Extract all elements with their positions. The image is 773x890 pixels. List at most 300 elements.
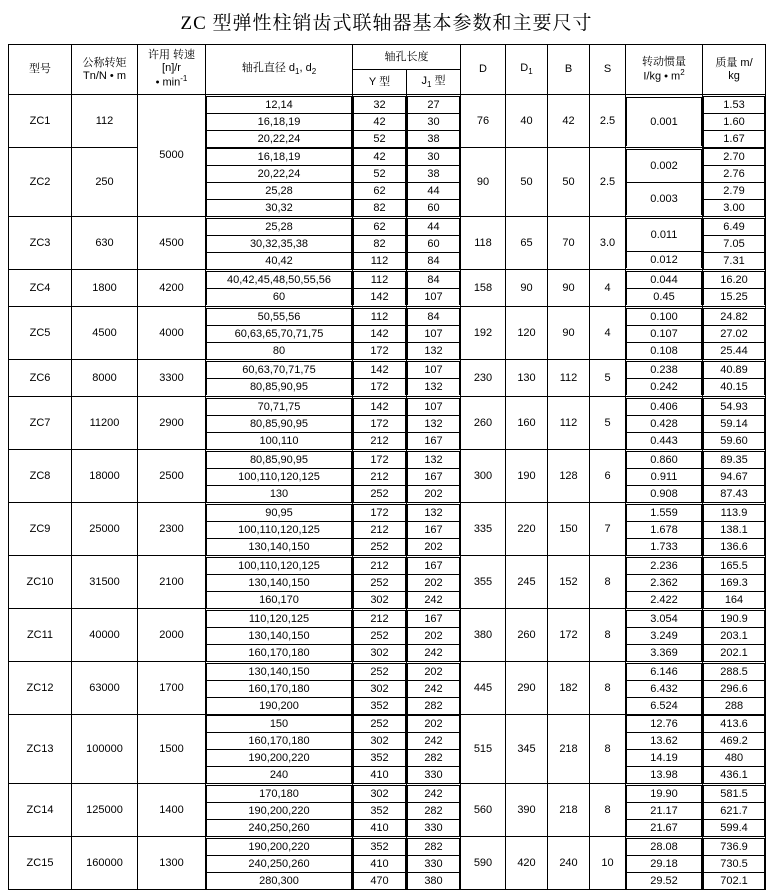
cell-length-y [353, 307, 407, 360]
cell-length-y [353, 609, 407, 662]
cell-length-j1-value: 107 [408, 398, 460, 415]
cell-length-j1-value: 167 [408, 468, 460, 485]
cell-bore-diameter-value: 240,250,260 [207, 819, 352, 836]
cell-mass-value: 2.79 [704, 183, 765, 200]
cell-s: 5 [590, 397, 626, 450]
cell-bore-diameter-value: 100,110,120,125 [207, 521, 352, 538]
cell-bore-diameter [206, 609, 353, 662]
cell-torque: 630 [72, 217, 138, 270]
cell-length-j1-value: 282 [408, 838, 460, 855]
cell-d: 560 [461, 784, 506, 837]
cell-d1: 40 [506, 95, 548, 148]
cell-length-y-value: 212 [354, 610, 406, 627]
cell-mass-value: 165.5 [704, 557, 765, 574]
cell-length-y [353, 784, 407, 837]
cell-speed: 2900 [138, 397, 206, 450]
cell-mass-value: 87.43 [704, 485, 765, 502]
cell-b: 90 [548, 270, 590, 307]
cell-d1: 290 [506, 662, 548, 715]
col-mass-line2: kg [728, 69, 740, 82]
cell-length-y-value: 410 [354, 819, 406, 836]
cell-length-j1-value: 30 [408, 149, 460, 166]
cell-bore-diameter-value: 50,55,56 [207, 308, 352, 325]
col-b: B [548, 45, 590, 95]
cell-length-j1 [407, 307, 461, 360]
cell-mass-value: 7.05 [704, 235, 765, 252]
cell-bore-diameter [206, 360, 353, 397]
cell-bore-diameter [206, 95, 353, 148]
cell-length-j1-value: 27 [408, 96, 460, 113]
col-torque-line1: 公称转矩 [82, 56, 127, 69]
col-speed-line2: • $\min^{-1}$ [155, 74, 188, 90]
cell-mass [703, 503, 766, 556]
cell-length-j1-value: 202 [408, 485, 460, 502]
cell-d1: 160 [506, 397, 548, 450]
cell-inertia-value: 1.733 [627, 538, 702, 555]
cell-length-j1-value: 132 [408, 504, 460, 521]
col-speed-line1: 许用 转速[n]/r [147, 49, 196, 74]
cell-length-y-value: 142 [354, 398, 406, 415]
cell-inertia-value: 0.428 [627, 415, 702, 432]
cell-length-y-value: 172 [354, 504, 406, 521]
cell-torque: 11200 [72, 397, 138, 450]
col-s: S [590, 45, 626, 95]
cell-mass-value: 2.76 [704, 166, 765, 183]
cell-length-y-value: 142 [354, 362, 406, 379]
cell-mass-value: 164 [704, 591, 765, 608]
cell-inertia-value: 0.908 [627, 485, 702, 502]
cell-torque: 31500 [72, 556, 138, 609]
cell-length-j1-value: 84 [408, 252, 460, 269]
cell-b: 172 [548, 609, 590, 662]
cell-s: 6 [590, 450, 626, 503]
cell-length-y-value: 302 [354, 591, 406, 608]
table-row [9, 609, 766, 662]
cell-length-y-value: 212 [354, 468, 406, 485]
cell-length-y-value: 172 [354, 415, 406, 432]
cell-mass-value: 25.44 [704, 342, 765, 359]
col-d1: $D_1$ [506, 45, 548, 95]
cell-length-j1-value: 132 [408, 379, 460, 396]
cell-mass [703, 715, 766, 784]
cell-speed: 1400 [138, 784, 206, 837]
cell-model: ZC8 [9, 450, 72, 503]
col-bore-length-group: 轴孔长度 [353, 45, 461, 70]
cell-length-j1-value: 330 [408, 855, 460, 872]
cell-length-y-value: 172 [354, 379, 406, 396]
cell-s: 8 [590, 715, 626, 784]
cell-length-j1-value: 242 [408, 785, 460, 802]
cell-s: 3.0 [590, 217, 626, 270]
cell-bore-diameter-value: 70,71,75 [207, 398, 352, 415]
cell-bore-diameter-value: 100,110,120,125 [207, 557, 352, 574]
cell-mass-value: 203.1 [704, 627, 765, 644]
cell-length-y-value: 52 [354, 130, 406, 147]
cell-mass [703, 556, 766, 609]
cell-bore-diameter-value: 80 [207, 342, 352, 359]
cell-mass-value: 2.70 [704, 149, 765, 166]
cell-torque: 4500 [72, 307, 138, 360]
cell-bore-diameter [206, 148, 353, 217]
cell-inertia-value: 0.001 [627, 97, 702, 146]
cell-length-j1 [407, 148, 461, 217]
cell-length-j1 [407, 715, 461, 784]
cell-inertia-value: 29.52 [627, 872, 702, 889]
col-mass [703, 45, 766, 95]
cell-length-y-value: 212 [354, 557, 406, 574]
cell-bore-diameter-value: 160,170 [207, 591, 352, 608]
cell-length-j1-value: 38 [408, 130, 460, 147]
cell-torque: 25000 [72, 503, 138, 556]
cell-s: 7 [590, 503, 626, 556]
cell-mass [703, 217, 766, 270]
cell-inertia-value: 0.100 [627, 308, 702, 325]
cell-model: ZC2 [9, 148, 72, 217]
cell-model: ZC5 [9, 307, 72, 360]
cell-length-y [353, 270, 407, 307]
cell-length-j1-value: 282 [408, 802, 460, 819]
cell-length-j1-value: 44 [408, 218, 460, 235]
cell-inertia-value: 6.146 [627, 663, 702, 680]
cell-s: 8 [590, 556, 626, 609]
cell-speed: 3300 [138, 360, 206, 397]
table-row [9, 837, 766, 890]
document-page [0, 8, 773, 887]
table-row [9, 397, 766, 450]
cell-inertia-value: 0.002 [627, 150, 702, 183]
cell-torque: 18000 [72, 450, 138, 503]
cell-bore-diameter [206, 837, 353, 890]
cell-length-j1 [407, 503, 461, 556]
cell-b: 90 [548, 307, 590, 360]
cell-bore-diameter-value: 80,85,90,95 [207, 415, 352, 432]
cell-speed: 4200 [138, 270, 206, 307]
cell-mass-value: 469.2 [704, 733, 765, 750]
cell-mass-value: 3.00 [704, 200, 765, 217]
cell-inertia-value: 0.911 [627, 468, 702, 485]
cell-length-y-value: 410 [354, 855, 406, 872]
cell-inertia-value: 1.559 [627, 504, 702, 521]
cell-length-j1-value: 60 [408, 200, 460, 217]
cell-mass [703, 397, 766, 450]
cell-mass [703, 307, 766, 360]
cell-bore-diameter-value: 16,18,19 [207, 149, 352, 166]
cell-d1: 190 [506, 450, 548, 503]
cell-length-y-value: 212 [354, 521, 406, 538]
cell-d1: 65 [506, 217, 548, 270]
cell-bore-diameter-value: 110,120,125 [207, 610, 352, 627]
cell-inertia-value: 6.432 [627, 680, 702, 697]
cell-torque: 1800 [72, 270, 138, 307]
cell-bore-diameter-value: 240,250,260 [207, 855, 352, 872]
cell-model: ZC7 [9, 397, 72, 450]
cell-torque: 250 [72, 148, 138, 217]
cell-length-j1-value: 84 [408, 308, 460, 325]
cell-d: 300 [461, 450, 506, 503]
cell-mass-value: 736.9 [704, 838, 765, 855]
cell-model: ZC11 [9, 609, 72, 662]
cell-bore-diameter-value: 20,22,24 [207, 166, 352, 183]
cell-model: ZC10 [9, 556, 72, 609]
cell-inertia [626, 360, 703, 397]
cell-inertia-value: 3.054 [627, 610, 702, 627]
cell-bore-diameter-value: 280,300 [207, 872, 352, 889]
cell-length-y-value: 142 [354, 289, 406, 306]
cell-length-j1-value: 38 [408, 166, 460, 183]
cell-b: 152 [548, 556, 590, 609]
cell-length-j1 [407, 270, 461, 307]
cell-model: ZC1 [9, 95, 72, 148]
col-torque-line2: Tn/N • m [83, 69, 126, 82]
cell-mass-value: 7.31 [704, 252, 765, 269]
cell-mass-value: 59.60 [704, 432, 765, 449]
cell-bore-diameter [206, 217, 353, 270]
cell-length-y-value: 32 [354, 96, 406, 113]
cell-length-y-value: 352 [354, 697, 406, 714]
cell-bore-diameter-value: 160,170,180 [207, 644, 352, 661]
cell-bore-diameter-value: 130,140,150 [207, 663, 352, 680]
cell-d1: 220 [506, 503, 548, 556]
cell-inertia-value: 0.011 [627, 219, 702, 252]
cell-length-y-value: 112 [354, 272, 406, 289]
cell-d: 118 [461, 217, 506, 270]
cell-bore-diameter [206, 784, 353, 837]
cell-inertia [626, 556, 703, 609]
cell-inertia [626, 397, 703, 450]
cell-inertia-value: 2.422 [627, 591, 702, 608]
cell-d1: 245 [506, 556, 548, 609]
cell-length-j1 [407, 95, 461, 148]
table-row [9, 217, 766, 270]
cell-bore-diameter-value: 190,200,220 [207, 802, 352, 819]
cell-s: 2.5 [590, 95, 626, 148]
cell-d: 260 [461, 397, 506, 450]
cell-inertia-value: 21.67 [627, 819, 702, 836]
cell-mass-value: 621.7 [704, 802, 765, 819]
cell-length-j1-value: 242 [408, 733, 460, 750]
cell-mass-value: 15.25 [704, 289, 765, 306]
cell-length-y-value: 252 [354, 627, 406, 644]
cell-d1: 420 [506, 837, 548, 890]
cell-length-y-value: 42 [354, 113, 406, 130]
cell-length-j1-value: 132 [408, 342, 460, 359]
cell-inertia-value: 0.108 [627, 342, 702, 359]
cell-inertia [626, 609, 703, 662]
cell-mass-value: 6.49 [704, 218, 765, 235]
table-row [9, 95, 766, 148]
cell-b: 112 [548, 397, 590, 450]
cell-length-y-value: 410 [354, 767, 406, 784]
cell-d: 515 [461, 715, 506, 784]
cell-speed: 4000 [138, 307, 206, 360]
col-d: D [461, 45, 506, 95]
cell-b: 182 [548, 662, 590, 715]
cell-b: 70 [548, 217, 590, 270]
col-model: 型号 [9, 45, 72, 95]
cell-bore-diameter-value: 80,85,90,95 [207, 451, 352, 468]
table-header [9, 45, 766, 95]
cell-model: ZC6 [9, 360, 72, 397]
cell-length-y-value: 302 [354, 733, 406, 750]
col-bore-diameter: 轴孔直径 $d_1$, $d_2$ [206, 45, 353, 95]
cell-length-y [353, 450, 407, 503]
cell-mass [703, 609, 766, 662]
cell-length-y-value: 82 [354, 235, 406, 252]
cell-d: 192 [461, 307, 506, 360]
col-speed [138, 45, 206, 95]
cell-length-y-value: 252 [354, 485, 406, 502]
cell-inertia [626, 95, 703, 148]
cell-mass-value: 480 [704, 750, 765, 767]
cell-bore-diameter-value: 30,32,35,38 [207, 235, 352, 252]
cell-length-j1-value: 84 [408, 272, 460, 289]
cell-mass-value: 702.1 [704, 872, 765, 889]
cell-bore-diameter-value: 25,28 [207, 183, 352, 200]
cell-b: 42 [548, 95, 590, 148]
cell-mass-value: 288 [704, 697, 765, 714]
cell-inertia [626, 148, 703, 217]
cell-model: ZC12 [9, 662, 72, 715]
cell-mass [703, 270, 766, 307]
cell-length-j1-value: 202 [408, 538, 460, 555]
cell-b: 150 [548, 503, 590, 556]
cell-bore-diameter-value: 60,63,65,70,71,75 [207, 325, 352, 342]
cell-s: 8 [590, 784, 626, 837]
cell-bore-diameter-value: 130,140,150 [207, 574, 352, 591]
cell-length-j1 [407, 397, 461, 450]
cell-bore-diameter-value: 190,200 [207, 697, 352, 714]
cell-inertia [626, 307, 703, 360]
cell-mass-value: 581.5 [704, 785, 765, 802]
cell-length-j1-value: 202 [408, 627, 460, 644]
cell-bore-diameter-value: 190,200,220 [207, 750, 352, 767]
cell-mass-value: 113.9 [704, 504, 765, 521]
cell-bore-diameter-value: 16,18,19 [207, 113, 352, 130]
cell-torque: 40000 [72, 609, 138, 662]
cell-inertia-value: 0.107 [627, 325, 702, 342]
cell-bore-diameter-value: 130,140,150 [207, 627, 352, 644]
cell-model: ZC13 [9, 715, 72, 784]
cell-bore-diameter-value: 150 [207, 716, 352, 733]
cell-mass-value: 89.35 [704, 451, 765, 468]
cell-mass [703, 95, 766, 148]
cell-s: 8 [590, 662, 626, 715]
cell-mass-value: 1.67 [704, 130, 765, 147]
cell-inertia [626, 270, 703, 307]
cell-b: 112 [548, 360, 590, 397]
cell-mass-value: 436.1 [704, 767, 765, 784]
cell-mass-value: 169.3 [704, 574, 765, 591]
cell-inertia [626, 715, 703, 784]
cell-mass-value: 1.60 [704, 113, 765, 130]
cell-bore-diameter [206, 715, 353, 784]
cell-length-j1-value: 330 [408, 819, 460, 836]
cell-inertia [626, 450, 703, 503]
cell-length-y-value: 112 [354, 308, 406, 325]
cell-d: 380 [461, 609, 506, 662]
table-row [9, 556, 766, 609]
cell-bore-diameter-value: 60,63,70,71,75 [207, 362, 352, 379]
cell-bore-diameter-value: 130 [207, 485, 352, 502]
cell-bore-diameter-value: 40,42,45,48,50,55,56 [207, 272, 352, 289]
col-inertia-line1: 转动惯量 [642, 55, 686, 68]
cell-length-y-value: 302 [354, 680, 406, 697]
cell-mass [703, 662, 766, 715]
cell-length-y [353, 715, 407, 784]
cell-length-y-value: 42 [354, 149, 406, 166]
cell-length-j1 [407, 217, 461, 270]
cell-mass-value: 138.1 [704, 521, 765, 538]
cell-length-y [353, 662, 407, 715]
cell-length-j1-value: 30 [408, 113, 460, 130]
cell-mass-value: 59.14 [704, 415, 765, 432]
cell-bore-diameter [206, 662, 353, 715]
cell-length-y [353, 148, 407, 217]
cell-d: 445 [461, 662, 506, 715]
cell-bore-diameter-value: 12,14 [207, 96, 352, 113]
cell-inertia-value: 0.242 [627, 379, 702, 396]
cell-inertia-value: 0.860 [627, 451, 702, 468]
cell-speed: 2300 [138, 503, 206, 556]
cell-inertia-value: 13.98 [627, 767, 702, 784]
table-row [9, 450, 766, 503]
cell-inertia [626, 784, 703, 837]
cell-d: 76 [461, 95, 506, 148]
cell-model: ZC15 [9, 837, 72, 890]
cell-inertia [626, 662, 703, 715]
cell-inertia [626, 837, 703, 890]
cell-inertia-value: 0.044 [627, 272, 702, 289]
cell-length-y [353, 95, 407, 148]
cell-torque: 8000 [72, 360, 138, 397]
cell-d1: 260 [506, 609, 548, 662]
cell-torque: 125000 [72, 784, 138, 837]
cell-length-j1 [407, 609, 461, 662]
cell-model: ZC4 [9, 270, 72, 307]
cell-length-j1-value: 132 [408, 451, 460, 468]
cell-length-y-value: 252 [354, 663, 406, 680]
cell-mass-value: 136.6 [704, 538, 765, 555]
cell-mass [703, 148, 766, 217]
cell-length-y-value: 62 [354, 218, 406, 235]
cell-speed: 2100 [138, 556, 206, 609]
cell-d1: 345 [506, 715, 548, 784]
cell-length-j1 [407, 450, 461, 503]
cell-length-y-value: 252 [354, 574, 406, 591]
cell-mass-value: 40.89 [704, 362, 765, 379]
cell-inertia-value: 0.406 [627, 398, 702, 415]
cell-length-y [353, 503, 407, 556]
cell-bore-diameter-value: 240 [207, 767, 352, 784]
cell-length-j1-value: 282 [408, 750, 460, 767]
cell-length-j1 [407, 662, 461, 715]
cell-b: 218 [548, 784, 590, 837]
table-body [9, 95, 766, 890]
cell-bore-diameter-value: 80,85,90,95 [207, 379, 352, 396]
cell-length-j1 [407, 837, 461, 890]
cell-speed: 4500 [138, 217, 206, 270]
cell-bore-diameter [206, 556, 353, 609]
cell-length-y [353, 556, 407, 609]
cell-speed: 1700 [138, 662, 206, 715]
table-row [9, 360, 766, 397]
cell-model: ZC3 [9, 217, 72, 270]
cell-length-y-value: 252 [354, 716, 406, 733]
cell-bore-diameter-value: 130,140,150 [207, 538, 352, 555]
table-row [9, 715, 766, 784]
cell-length-y-value: 112 [354, 252, 406, 269]
table-row [9, 270, 766, 307]
